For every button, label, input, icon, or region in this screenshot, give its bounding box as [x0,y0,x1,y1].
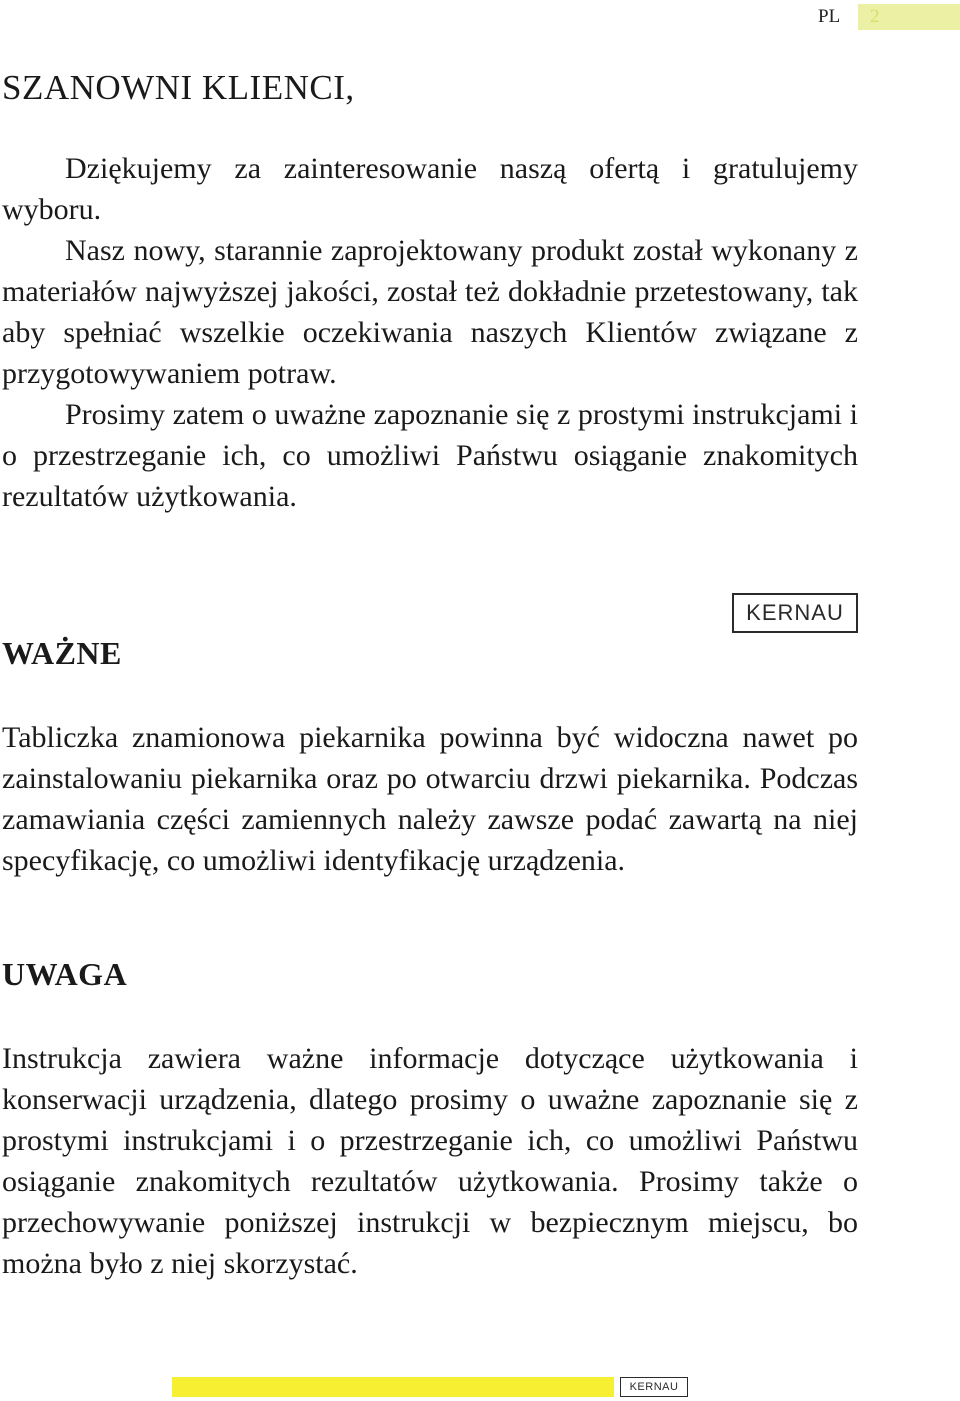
brand-logo: KERNAU [732,593,858,633]
section-heading-wazne: WAŻNE [2,635,122,671]
uwaga-paragraph: Instrukcja zawiera ważne informacje dotyczące użytkowania i konserwacji urządzenia, dlatego prosimy o uważne zapoznanie się z prostymi instrukcjami i o przestrzeganie ich, co umożliwi Państwu osiąganie znakomitych rezultatów użytkowania. Prosimy także o przechowywanie poniższej instrukcji w bezpiecznym miejscu, bo można było z niej skorzystać. [2,1042,858,1280]
page-number: 2 [870,6,880,27]
page-number-bar [858,4,960,30]
wazne-section [2,717,858,881]
section-heading-uwaga: UWAGA [2,956,128,992]
intro-section [2,148,858,517]
language-label: PL [818,6,841,27]
footer-brand-logo: KERNAU [620,1377,688,1397]
wazne-paragraph: Tabliczka znamionowa piekarnika powinna być widoczna nawet po zainstalowaniu piekarnika oraz po otwarciu drzwi piekarnika. Podczas zamawiania części zamiennych należy zawsze podać zawartą na niej specyfikację, co umożliwi identyfikację urządzenia. [2,721,858,877]
intro-paragraph-3: Prosimy zatem o uważne zapoznanie się z prostymi instrukcjami i o przestrzeganie ich, co umożliwi Państwu osiąganie znakomitych rezultatów użytkowania. [2,398,858,513]
uwaga-section [2,1038,858,1284]
page-title: SZANOWNI KLIENCI, [2,68,355,107]
intro-paragraph-2: Nasz nowy, starannie zaprojektowany produkt został wykonany z materiałów najwyższej jakości, został też dokładnie przetestowany, tak aby spełniać wszelkie oczekiwania naszych Klientów związane z przygotowywaniem potraw. [2,234,858,390]
intro-paragraph-1: Dziękujemy za zainteresowanie naszą ofertą i gratulujemy wyboru. [2,152,858,226]
footer-accent-bar [172,1377,614,1397]
